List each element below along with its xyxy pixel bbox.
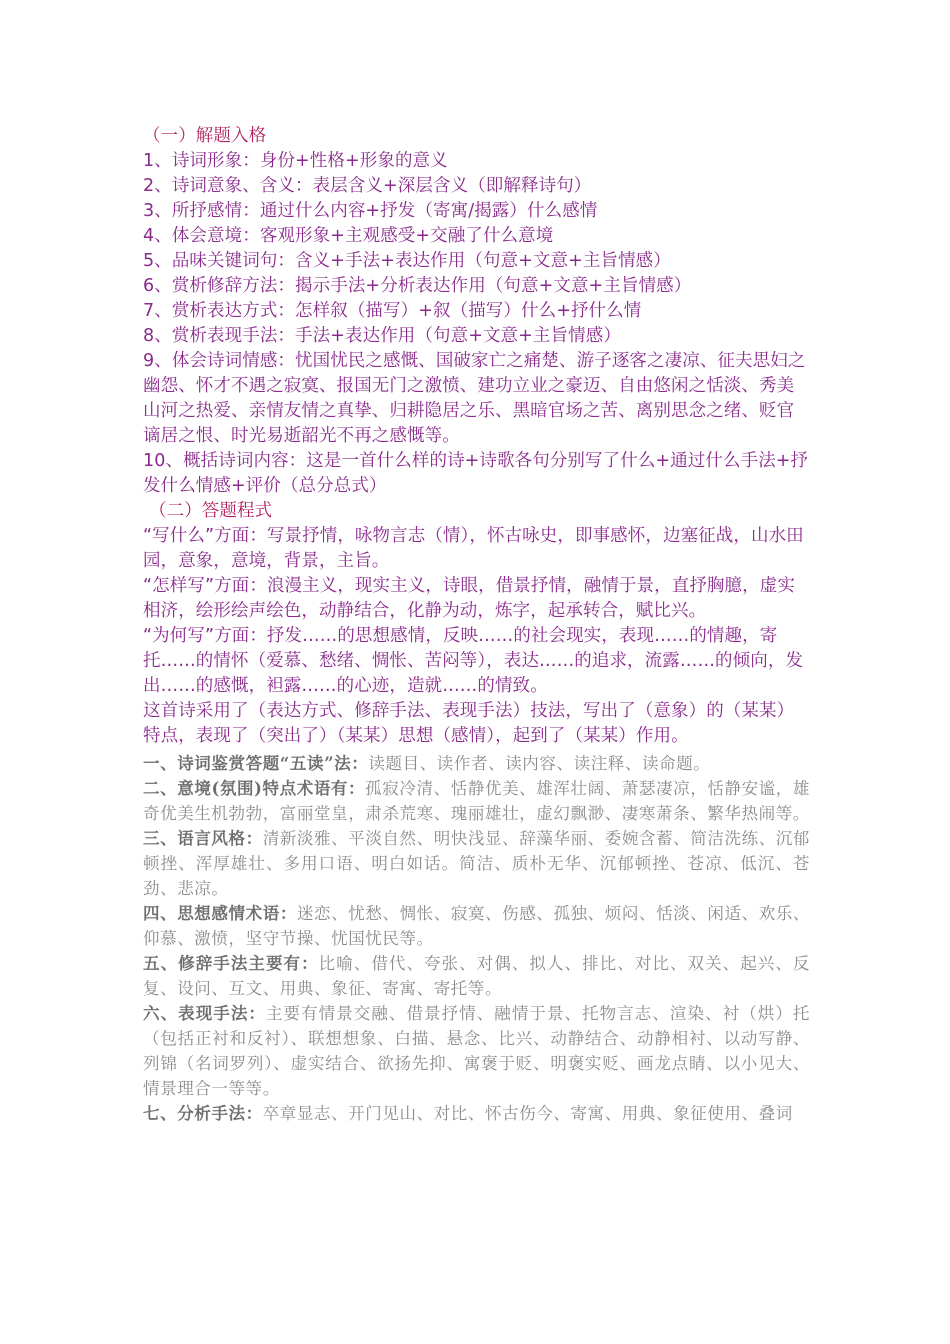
list-item: “写什么”方面：写景抒情，咏物言志（情），怀古咏史，即事感怀，边塞征战，山水田园，意象，意境，背景，主旨。 [143, 526, 804, 571]
list-item: “怎样写”方面：浪漫主义，现实主义，诗眼，借景抒情，融情于景，直抒胸臆，虚实相济，绘形绘声绘色，动静结合，化静为动，炼字，起承转合，赋比兴。 [143, 576, 795, 621]
term-heading: 五、修辞手法主要有： [143, 954, 319, 973]
term-paragraph [143, 1101, 810, 1126]
list-item: “为何写”方面：抒发……的思想感情，反映……的社会现实，表现……的情趣，寄托……的情怀（爱慕、愁绪、惆怅、苦闷等），表达……的追求，流露……的倾向，发出……的感慨，袒露……的心迹，造就……的情致。 [143, 626, 804, 696]
term-text: 清新淡雅、平淡自然、明快浅显、辞藻华丽、委婉含蓄、简洁洗练、沉郁顿挫、浑厚雄壮、多用口语、明白如话。简洁、质朴无华、沉郁顿挫、苍凉、低沉、苍劲、悲凉。 [143, 829, 810, 898]
term-text: 迷恋、忧愁、惆怅、寂寞、伤感、孤独、烦闷、恬淡、闲适、欢乐、仰慕、激愤，坚守节操、忧国忧民等。 [143, 904, 811, 948]
section-1 [143, 124, 810, 499]
list-item: 10、概括诗词内容：这是一首什么样的诗+诗歌各句分别写了什么+通过什么手法+抒发什么情感+评价（总分总式） [143, 451, 809, 496]
list-item: 4、体会意境：客观形象+主观感受+交融了什么意境 [143, 226, 554, 246]
section-3 [143, 751, 810, 1126]
list-item: 9、体会诗词情感：忧国忧民之感慨、国破家亡之痛楚、游子逐客之凄凉、征夫思妇之幽怨、怀才不遇之寂寞、报国无门之激愤、建功立业之豪迈、自由悠闲之恬淡、秀美山河之热爱、亲情友情之真挚、归耕隐居之乐、黑暗官场之苦、离别思念之绪、贬官谪居之恨、时光易逝韶光不再之感慨等。 [143, 351, 806, 446]
term-heading: 四、思想感情术语： [143, 904, 297, 923]
term-text: 卒章显志、开门见山、对比、怀古伤今、寄寓、用典、象征使用、叠词 [262, 1104, 793, 1123]
section-1-title: （一）解题入格 [143, 126, 267, 146]
term-paragraph [143, 901, 810, 951]
section-2-title: （二）答题程式 [149, 501, 273, 521]
term-heading: 一、诗词鉴赏答题“五读”法： [143, 754, 369, 773]
term-paragraph [143, 951, 810, 1001]
term-heading: 六、表现手法： [143, 1004, 266, 1023]
term-paragraph [143, 1001, 810, 1101]
term-heading: 三、语言风格： [143, 829, 263, 848]
list-item: 2、诗词意象、含义：表层含义+深层含义（即解释诗句） [143, 176, 592, 196]
list-item: 6、赏析修辞方法：揭示手法+分析表达作用（句意+文意+主旨情感） [143, 276, 692, 296]
list-item: 这首诗采用了（表达方式、修辞手法、表现手法）技法，写出了（意象）的（某某）特点，表现了（突出了）（某某）思想（感情），起到了（某某）作用。 [143, 701, 795, 746]
term-text: 比喻、借代、夸张、对偶、拟人、排比、对比、双关、起兴、反复、设问、互文、用典、象征、寄寓、寄托等。 [143, 954, 810, 998]
term-text: 读题目、读作者、读内容、读注释、读命题。 [368, 754, 711, 773]
list-item: 1、诗词形象：身份+性格+形象的意义 [143, 151, 448, 171]
list-item: 5、品味关键词句：含义+手法+表达作用（句意+文意+主旨情感） [143, 251, 671, 271]
term-paragraph [143, 826, 810, 901]
term-paragraph [143, 751, 810, 776]
list-item: 8、赏析表现手法：手法+表达作用（句意+文意+主旨情感） [143, 326, 621, 346]
term-heading: 七、分析手法： [143, 1104, 263, 1123]
list-item: 7、赏析表达方式：怎样叙（描写）+叙（描写）什么+抒什么情 [143, 301, 642, 321]
list-item: 3、所抒感情：通过什么内容+抒发（寄寓/揭露）什么感情 [143, 201, 598, 221]
term-paragraph [143, 776, 810, 826]
term-text: 孤寂冷清、恬静优美、雄浑壮阔、萧瑟凄凉，恬静安谧，雄奇优美生机勃勃，富丽堂皇，肃杀荒寒、瑰丽雄壮，虚幻飘渺、凄寒萧条、繁华热闹等。 [143, 779, 810, 823]
term-text: 主要有情景交融、借景抒情、融情于景、托物言志、渲染、衬（烘）托（包括正衬和反衬）、联想想象、白描、悬念、比兴、动静结合、动静相衬、以动写静、列锦（名词罗列）、虚实结合、欲扬先抑、寓褒于贬、明褒实贬、画龙点睛、以小见大、情景理合一等等。 [143, 1004, 810, 1098]
section-2 [143, 499, 810, 749]
term-heading: 二、意境(氛围)特点术语有： [143, 779, 366, 798]
document-page [143, 124, 810, 1126]
